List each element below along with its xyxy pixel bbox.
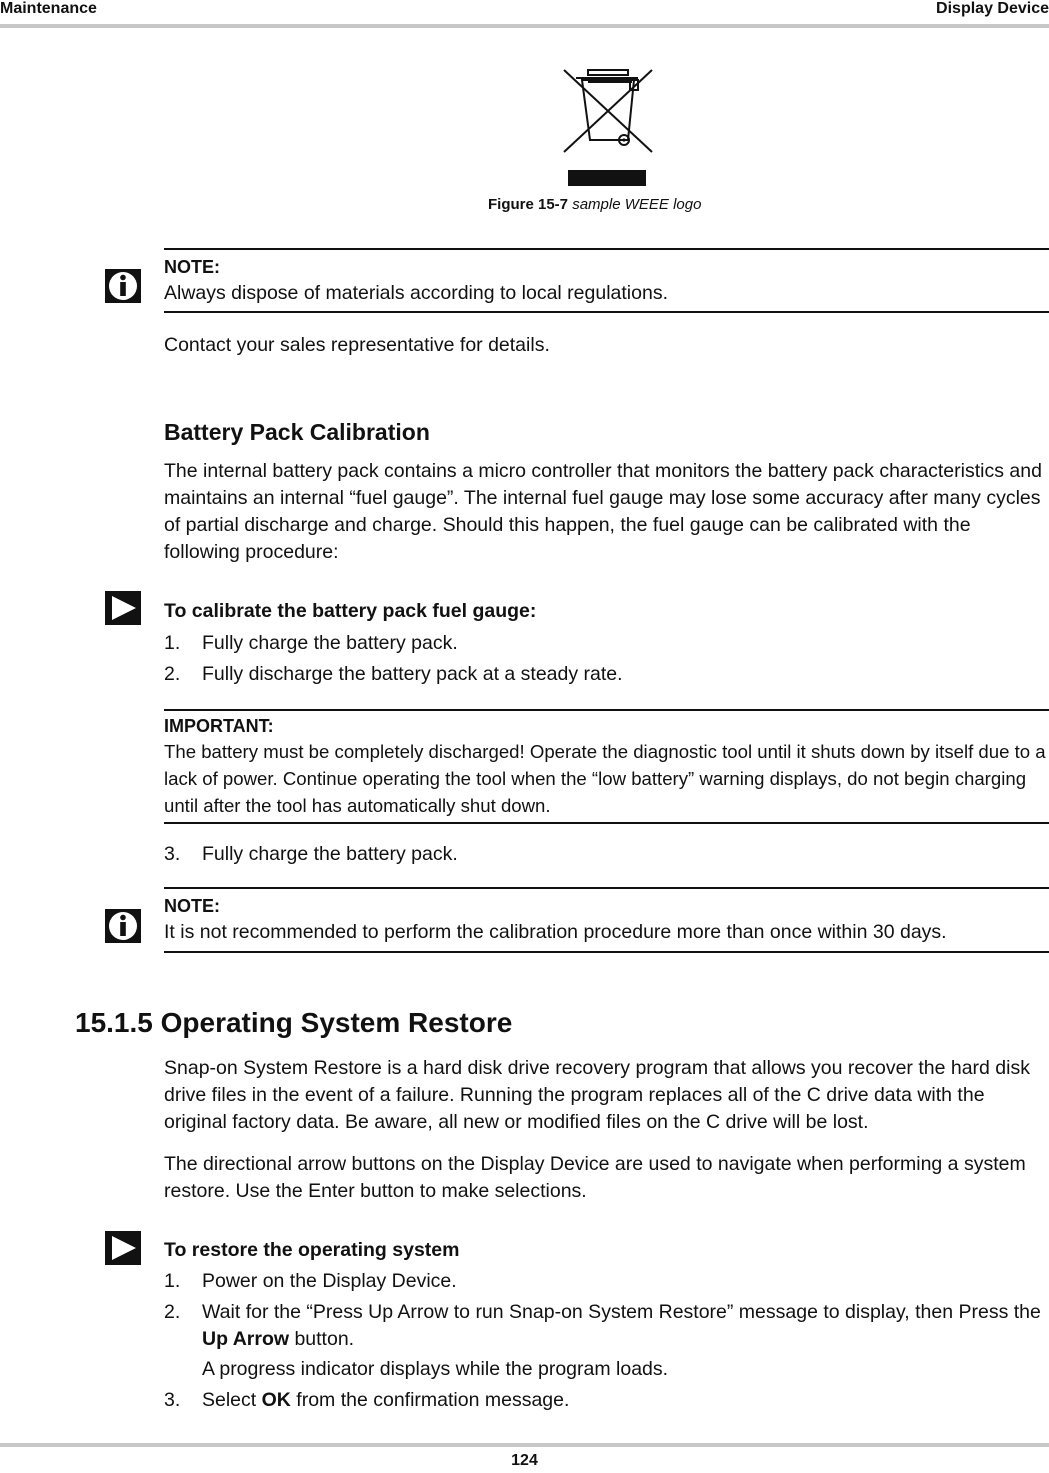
step-text-part: Wait for the “Press Up Arrow to run Snap-on System Restore” message to display, then Press the [202, 1301, 1041, 1323]
battery-procedure-title: To calibrate the battery pack fuel gauge: [164, 600, 537, 622]
header-rule [0, 24, 1049, 28]
step-subtext: A progress indicator displays while the program loads. [202, 1358, 669, 1380]
figure-caption [488, 196, 701, 214]
page-number: 124 [511, 1452, 538, 1469]
note-bottom-rule [164, 311, 1049, 313]
step-text: Fully discharge the battery pack at a steady rate. [202, 663, 623, 685]
weee-crossed-bin-icon [558, 66, 658, 186]
step-number: 3. [164, 843, 181, 865]
footer-rule [0, 1443, 1049, 1447]
step-text-part: button. [289, 1328, 355, 1350]
important-text: The battery must be completely discharged! Operate the diagnostic tool until it shuts down by itself due to a lack of power. Continue operating the tool when the “low battery” warning displays, do not begin charging until after the tool has automatically shut down. [164, 741, 1046, 816]
restore-para1: Snap-on System Restore is a hard disk drive recovery program that allows you recover the hard disk drive files in the event of a failure. Running the program replaces all of the C drive data with the original factory data. Be aware, all new or modified files on the C drive will be lost. [164, 1057, 1030, 1133]
step-text: Fully charge the battery pack. [202, 632, 458, 654]
note-text: It is not recommended to perform the calibration procedure more than once within 30 days. [164, 921, 947, 943]
step-number: 1. [164, 1270, 181, 1292]
battery-heading: Battery Pack Calibration [164, 419, 430, 445]
step-number: 1. [164, 632, 181, 654]
figure-caption-text: sample WEEE logo [572, 196, 702, 213]
info-icon [104, 908, 142, 944]
step-text: Fully charge the battery pack. [202, 843, 458, 865]
battery-intro: The internal battery pack contains a micro controller that monitors the battery pack characteristics and maintains an internal “fuel gauge”. The internal fuel gauge may lose some accuracy after many cycles of partial discharge and charge. Should this happen, the fuel gauge can be calibrated with the following procedure: [164, 460, 1042, 563]
important-label: IMPORTANT: [164, 716, 274, 736]
step-text [202, 1299, 1049, 1353]
note-top-rule [164, 887, 1049, 889]
restore-heading: 15.1.5 Operating System Restore [75, 1007, 513, 1038]
note-top-rule [164, 248, 1049, 250]
restore-procedure-title: To restore the operating system [164, 1239, 460, 1261]
step-text-part: from the confirmation message. [290, 1389, 570, 1411]
step-text [202, 1387, 1049, 1414]
note-bottom-rule [164, 951, 1049, 953]
important-top-rule [164, 709, 1049, 711]
note-text: Always dispose of materials according to local regulations. [164, 282, 669, 304]
info-icon [104, 268, 142, 304]
step-number: 3. [164, 1389, 181, 1411]
header-section-title: Maintenance [0, 0, 97, 17]
step-text: Power on the Display Device. [202, 1270, 457, 1292]
note-label: NOTE: [164, 257, 220, 277]
procedure-arrow-icon [104, 590, 142, 626]
header-chapter-title: Display Device [936, 0, 1049, 17]
note-label: NOTE: [164, 896, 220, 916]
ok-term: OK [261, 1389, 291, 1411]
up-arrow-term: Up Arrow [202, 1328, 290, 1350]
figure-caption-label: Figure 15-7 [488, 196, 569, 213]
step-text-part: Select [202, 1389, 262, 1411]
step-number: 2. [164, 1301, 181, 1323]
contact-text: Contact your sales representative for details. [164, 334, 550, 356]
step-number: 2. [164, 663, 181, 685]
procedure-arrow-icon [104, 1230, 142, 1266]
restore-para2: The directional arrow buttons on the Display Device are used to navigate when performing a system restore. Use the Enter button to make selections. [164, 1153, 1026, 1202]
important-bottom-rule [164, 822, 1049, 824]
